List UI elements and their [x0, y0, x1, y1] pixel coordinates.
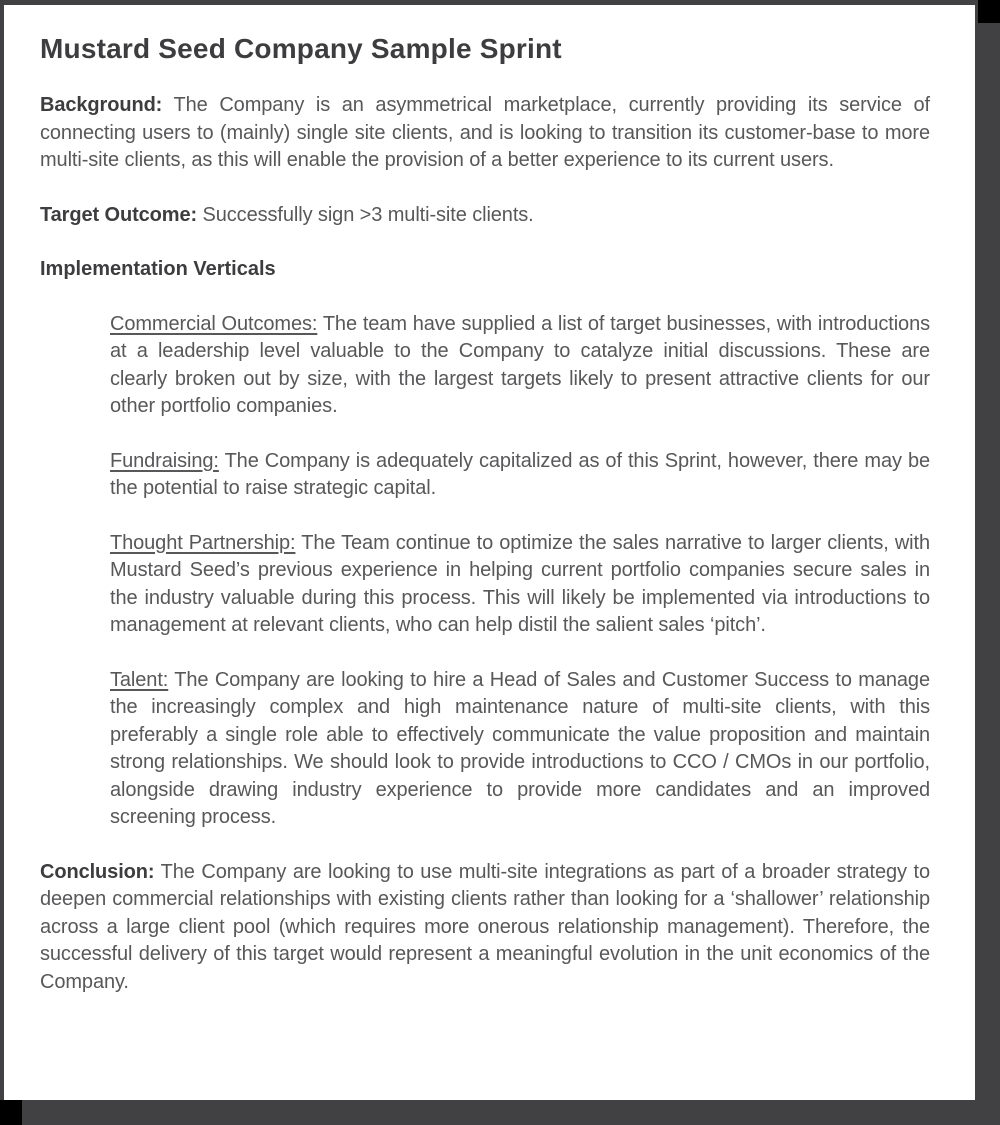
- vertical-commercial-outcomes: [110, 311, 930, 421]
- implementation-verticals-heading: Implementation Verticals: [40, 258, 276, 280]
- background-label: Background:: [40, 94, 163, 116]
- thought-partnership-label: Thought Partnership:: [110, 531, 296, 554]
- vertical-fundraising: [110, 448, 930, 503]
- corner-artifact-top-right: [978, 0, 1000, 23]
- fundraising-text: The Company is adequately capitalized as of this Sprint, however, there may be the potential to raise strategic capital.: [110, 449, 930, 499]
- target-outcome-text: Successfully sign >3 multi-site clients.: [202, 203, 534, 226]
- talent-text: The Company are looking to hire a Head of Sales and Customer Success to manage the increasingly complex and high maintenance nature of multi-site clients, with this preferably a single role able to effectively communicate the value proposition and maintain strong relationships. We should look to provide introductions to CCO / CMOs in our portfolio, alongside drawing industry experience to provide more candidates and an improved screening process.: [110, 668, 930, 828]
- conclusion-paragraph: [40, 859, 930, 997]
- background-paragraph: [40, 92, 930, 175]
- corner-artifact-bottom-left: [0, 1100, 22, 1125]
- thought-partnership-text: The Team continue to optimize the sales narrative to larger clients, with Mustard Seed’s previous experience in helping current portfolio companies secure sales in the industry valuable during this process. This will likely be implemented via introductions to management at relevant clients, who can help distil the salient sales ‘pitch’.: [110, 531, 930, 636]
- vertical-talent: [110, 667, 930, 832]
- conclusion-label: Conclusion:: [40, 860, 155, 883]
- document-page: [4, 5, 975, 1100]
- commercial-outcomes-label: Commercial Outcomes:: [110, 312, 318, 335]
- background-text: The Company is an asymmetrical marketplace, currently providing its service of connecting users to (mainly) single site clients, and is looking to transition its customer-base to more multi-site clients, as this will enable the provision of a better experience to its current users.: [40, 94, 930, 171]
- vertical-thought-partnership: [110, 530, 930, 640]
- talent-label: Talent:: [110, 668, 169, 691]
- document-title: Mustard Seed Company Sample Sprint: [40, 33, 562, 64]
- target-outcome-label: Target Outcome:: [40, 203, 198, 226]
- commercial-outcomes-text: The team have supplied a list of target businesses, with introductions at a leadership level valuable to the Company to catalyze initial discussions. These are clearly broken out by size, with the largest targets likely to present attractive clients for our other portfolio companies.: [110, 312, 930, 417]
- target-outcome-paragraph: [40, 202, 930, 230]
- conclusion-text: The Company are looking to use multi-site integrations as part of a broader strategy to deepen commercial relationships with existing clients rather than looking for a ‘shallower’ relationship across a large client pool (which requires more onerous relationship management). Therefore, the successful delivery of this target would represent a meaningful evolution in the unit economics of the Company.: [40, 860, 930, 993]
- fundraising-label: Fundraising:: [110, 449, 219, 472]
